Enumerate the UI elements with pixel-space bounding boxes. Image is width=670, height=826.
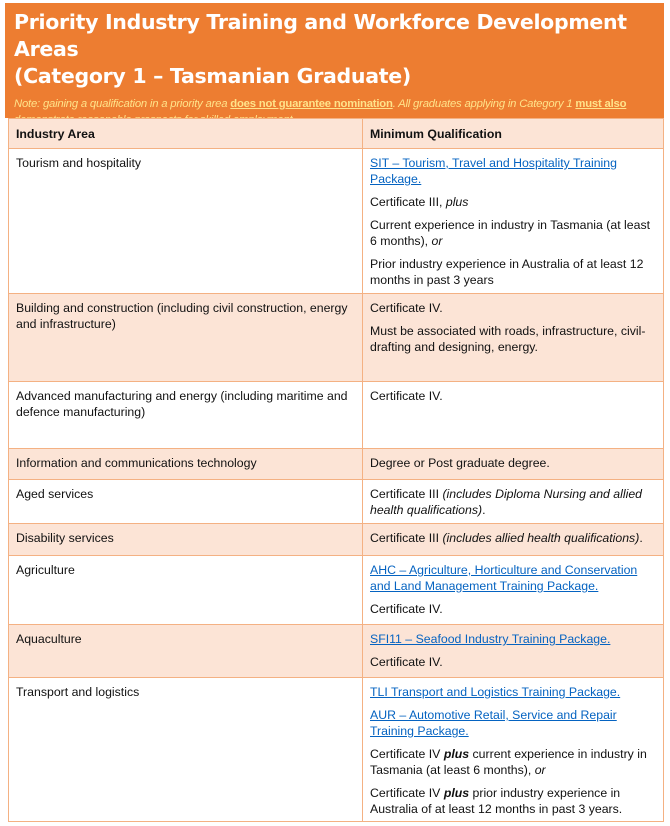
note-emphasis-guarantee: does not guarantee nomination: [230, 98, 393, 110]
aur-training-package-link[interactable]: AUR – Automotive Retail, Service and Repair Training Package.: [370, 708, 617, 738]
column-header-industry-area: Industry Area: [9, 119, 363, 149]
table-row: [9, 480, 664, 524]
table-header-row: [9, 119, 664, 149]
table-row: [9, 524, 664, 556]
industry-cell: Building and construction (including civil construction, energy and infrastructure): [9, 294, 363, 382]
priority-industry-table: [8, 118, 664, 822]
qualification-cell: [363, 524, 664, 556]
table-row: [9, 625, 664, 678]
table-row: [9, 382, 664, 449]
note-text: Note: gaining a qualification in a priority area: [14, 98, 231, 110]
industry-cell: Disability services: [9, 524, 363, 556]
qualification-text: Certificate IV plus current experience in industry in Tasmania (at least 6 months), or: [370, 747, 647, 777]
note-text: . All graduates applying in Category 1: [392, 98, 576, 110]
qualification-text: Certificate IV.: [370, 301, 443, 315]
qualification-text: Must be associated with roads, infrastructure, civil-drafting and designing, energy.: [370, 324, 646, 354]
table-row: [9, 294, 664, 382]
page-title: [14, 9, 655, 90]
qualification-cell: [363, 480, 664, 524]
sit-training-package-link[interactable]: SIT – Tourism, Travel and Hospitality Training Package.: [370, 156, 617, 186]
table-row: [9, 678, 664, 822]
industry-cell: Aquaculture: [9, 625, 363, 678]
qualification-text: Certificate III, plus: [370, 195, 469, 209]
qualification-text: Degree or Post graduate degree.: [370, 456, 550, 470]
qualification-text: Certificate III (includes allied health qualifications).: [370, 531, 643, 545]
qualification-cell: [363, 449, 664, 480]
qualification-text: Certificate III (includes Diploma Nursing and allied health qualifications).: [370, 487, 643, 517]
tli-training-package-link[interactable]: TLI Transport and Logistics Training Package.: [370, 685, 621, 699]
industry-cell: Aged services: [9, 480, 363, 524]
qualification-cell: [363, 678, 664, 822]
qualification-text: Current experience in industry in Tasmania (at least 6 months), or: [370, 218, 651, 248]
qualification-text: Certificate IV plus prior industry experience in Australia of at least 12 months in past 3 years.: [370, 786, 623, 816]
industry-cell: Agriculture: [9, 556, 363, 625]
industry-cell: Information and communications technology: [9, 449, 363, 480]
header-banner: [5, 3, 664, 118]
industry-cell: Tourism and hospitality: [9, 149, 363, 294]
title-line-1: Priority Industry Training and Workforce Development Areas: [14, 10, 627, 61]
qualification-text: Certificate IV.: [370, 655, 443, 669]
title-line-2: (Category 1 – Tasmanian Graduate): [14, 64, 411, 88]
note-emphasis-must-also: must also: [575, 98, 627, 110]
table-row: [9, 149, 664, 294]
qualification-cell: [363, 382, 664, 449]
qualification-cell: [363, 625, 664, 678]
industry-cell: Transport and logistics: [9, 678, 363, 822]
qualification-text: Certificate IV.: [370, 602, 443, 616]
qualification-text: Prior industry experience in Australia of at least 12 months in past 3 years: [370, 257, 644, 287]
industry-cell: Advanced manufacturing and energy (including maritime and defence manufacturing): [9, 382, 363, 449]
table-row: [9, 556, 664, 625]
table-row: [9, 449, 664, 480]
qualification-cell: [363, 149, 664, 294]
qualification-text: Certificate IV.: [370, 389, 443, 403]
ahc-training-package-link[interactable]: AHC – Agriculture, Horticulture and Conservation and Land Management Training Package.: [370, 563, 638, 593]
qualification-cell: [363, 556, 664, 625]
sfi11-training-package-link[interactable]: SFI11 – Seafood Industry Training Package.: [370, 632, 611, 646]
column-header-minimum-qualification: Minimum Qualification: [363, 119, 664, 149]
qualification-cell: [363, 294, 664, 382]
